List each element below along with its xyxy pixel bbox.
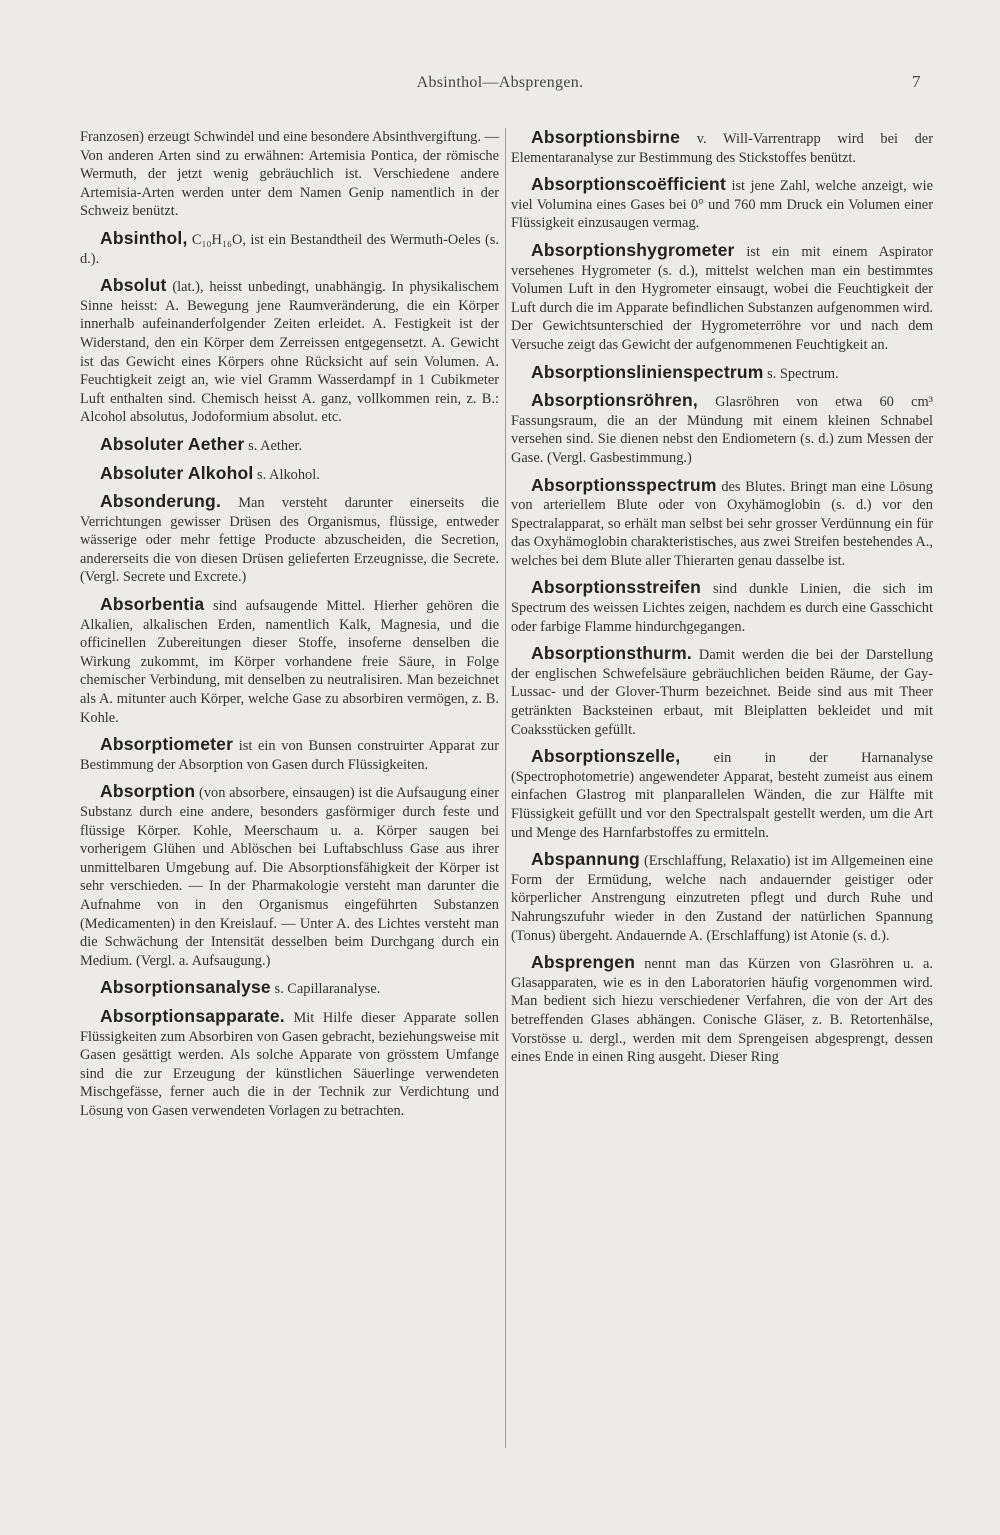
entry (80, 735, 499, 774)
entry (80, 229, 499, 268)
entry (511, 747, 933, 842)
entry (80, 128, 499, 221)
entry-body: Franzosen) erzeugt Schwindel und eine besondere Absinthvergiftung. — Von anderen Arten sind zu erwähnen: Artemisia Pontica, der römische Wermuth, der jetzt wenig gebräuchlich ist. Verschiedene andere Artemisia-Arten werden unter dem Namen Genip namentlich in der Schweiz benützt. (80, 129, 499, 220)
entry (511, 953, 933, 1067)
right-column (511, 128, 933, 1075)
entry-body: Mit Hilfe dieser Apparate sollen Flüssigkeiten zum Absorbiren von Gasen gebracht, beziehungsweise mit Gasen gesättigt werden. Als solche Apparate von grösstem Umfange sind die zur Erzeugung der künstlichen Säuerlinge verwendeten Mischgefässe, ferner auch die in der Technik zur Verdichtung und Lösung von Gasen verwendeten Vorlagen zu betrachten. (80, 1009, 499, 1119)
entry-headword: Absolut (100, 275, 167, 296)
entry-headword: Absprengen (531, 952, 636, 973)
entry-headword: Absorptionszelle, (531, 746, 681, 767)
entry-body: s. Alkohol. (253, 466, 320, 483)
entry (511, 363, 933, 384)
entry-headword: Absorbentia (100, 594, 205, 615)
entry (511, 391, 933, 467)
entry-headword: Absorptionsbirne (531, 127, 681, 147)
entry-headword: Absorptionscoëfficient (531, 174, 726, 195)
entry-body: ist jene Zahl, welche anzeigt, wie viel Volumina eines Gases bei 0° und 760 mm Druck ein Volumen einer Flüssigkeit einzusaugen vermag. (511, 178, 933, 232)
left-column (80, 128, 499, 1129)
entry (511, 175, 933, 233)
entry-body: sind aufsaugende Mittel. Hierher gehören die Alkalien, alkalischen Erden, namentlich Kalk, Magnesia, und die officinellen Zubereitungen dieser Stoffe, insoferne denselben die Wirkung zukommt, im Körper vorhandene freie Säure, in Folge chemischer Verbindung, mit denselben zu neutralisiren. Man bezeichnet als A. mitunter auch Körper, welche Gase zu absorbiren vermögen, z. B. Kohle. (80, 598, 499, 726)
entry-body: sind dunkle Linien, die sich im Spectrum des weissen Lichtes zeigen, nachdem es durch eine Gasschicht oder farbige Flamme hindurchgegangen. (511, 581, 933, 635)
entry (511, 241, 933, 355)
entry (511, 578, 933, 636)
entry (511, 128, 933, 167)
entry-headword: Absorptionsapparate. (100, 1005, 285, 1026)
entry (511, 850, 933, 945)
entry-body: ist ein von Bunsen construirter Apparat zur Bestimmung der Absorption von Gasen durch Flüssigkeiten. (80, 738, 499, 773)
entry-headword: Absorptionsröhren, (531, 390, 698, 411)
entry-body: s. Spectrum. (763, 365, 839, 382)
entry (511, 644, 933, 739)
running-head: Absinthol—Absprengen. (416, 74, 584, 91)
entry (80, 978, 499, 999)
entry-body: Man versteht darunter einerseits die Verrichtungen gewisser Drüsen des Organismus, flüssige, entweder wässerige oder mehr fettige Producte abzuscheiden, die Secretion, andererseits die von diesen Drüsen gelieferten Erzeugnisse, die Secrete. (Vergl. Secrete und Excrete.) (80, 495, 499, 586)
entry (80, 782, 499, 970)
entry-headword: Abspannung (531, 849, 640, 870)
page-number: 7 (912, 72, 921, 91)
entry-body: Glasröhren von etwa 60 cm³ Fassungsraum, die an der Mündung mit einem kleinen Schnabel versehen sind. Sie dienen nebst den Endiometern (s. d.) zum Messen der Gase. (Vergl. Gasbestimmung.) (511, 394, 933, 466)
entry-headword: Absorptionsanalyse (100, 977, 271, 998)
entry (80, 492, 499, 587)
entry (80, 435, 499, 456)
entry-body: des Blutes. Bringt man eine Lösung von arteriellem Blute oder von Oxyhämoglobin (s. d.) vor den Spectralapparat, so erhält man selbst bei sehr grosser Verdünnung ein für das Oxyhämoglobin charakteristisches, aus zwei Streifen bestehendes A., welches bei dem Blute aller Thierarten genau dasselbe ist. (511, 478, 934, 569)
entry-body: ein in der Harnanalyse (Spectrophotometrie) angewendeter Apparat, besteht zumeist aus einem einfachen Glastrog mit planparallelen Wänden, die zur Hälfte mit Flüssigkeit gefüllt und vor den Spectralspalt gestellt werden, um die Art und Menge des Harnfarbstoffes zu ermitteln. (511, 750, 933, 841)
entry-body: C₁₀H₁₆O, ist ein Bestandtheil des Wermuth-Oeles (s. d.). (80, 231, 499, 267)
entry (511, 476, 933, 571)
entry-headword: Absorptiometer (100, 734, 234, 755)
entry-headword: Absoluter Aether (100, 433, 245, 454)
entry-headword: Absorptionsspectrum (531, 474, 717, 495)
entry-body: v. Will-Varrentrapp wird bei der Elementaranalyse zur Bestimmung des Stickstoffes benützt. (511, 131, 933, 166)
entry-headword: Absinthol, (100, 227, 188, 248)
entry-body: (von absorbere, einsaugen) ist die Aufsaugung einer Substanz durch eine andere, besonders gasförmiger durch feste und flüssige Körper. Kohle, Meerschaum u. a. Körper saugen bei vorherigem Glühen und Ablöschen bei Luftabschluss Gase aus ihrer unmittelbaren Umgebung auf. Die Absorptionsfähigkeit der Körper ist sehr verschieden. — In der Pharmakologie versteht man darunter die Aufnahme von in den Organismus eingeführten Substanzen (Medicamenten) in den Kreislauf. — Unter A. des Lichtes versteht man die Schwächung der Intensität desselben beim Durchgang durch ein Medium. (Vergl. a. Aufsaugung.) (80, 785, 499, 969)
entry (80, 464, 499, 485)
entry-headword: Absorptionsthurm. (531, 643, 692, 664)
column-divider (505, 128, 506, 1448)
entry-body: Damit werden die bei der Darstellung der englischen Schwefelsäure gebräuchlichen beiden Räume, der Gay-Lussac- und der Glover-Thurm bezeichnet. Beide sind aus mit Theer getränkten Backsteinen erbaut, mit Bleiplatten bekleidet und mit Coaksstücken gefüllt. (511, 647, 933, 738)
entry-body: s. Capillaranalyse. (270, 981, 381, 998)
entry-body: (Erschlaffung, Relaxatio) ist im Allgemeinen eine Form der Ermüdung, welche nach andauernder geistiger oder körperlicher Anstrengung einzutreten pflegt und durch Ruhe und Nahrungszufuhr wieder in den Zustand der natürlichen Spannung (Tonus) übergeht. Andauernde A. (Erschlaffung) ist Atonie (s. d.). (511, 853, 933, 944)
entry (80, 1007, 499, 1121)
entry-body: nennt man das Kürzen von Glasröhren u. a. Glasapparaten, wie es in den Laboratorien häufig vorgenommen wird. Man bedient sich hiezu verschiedener Verfahren, die von der Art des betreffenden Glases abhängen. Conische Gläser, z. B. Retortenhälse, Vorstösse u. dergl., werden mit dem Sprengeisen abgesprengt, dessen eines Ende in einen Ring ausgeht. Dieser Ring (511, 956, 933, 1066)
entry-headword: Absorptionshygrometer (531, 239, 735, 260)
entry (80, 276, 499, 427)
entry (80, 595, 499, 727)
entry-headword: Absonderung. (100, 491, 222, 512)
entry-headword: Absorption (100, 781, 196, 802)
entry-body: (lat.), heisst unbedingt, unabhängig. In physikalischem Sinne heisst: A. Bewegung jene Raumveränderung, die ein Körper innerhalb aufeinanderfolgender Zeiten erleidet. A. Festigkeit ist der Widerstand, den ein Körper dem Zerreissen entgegensetzt. A. Gewicht ist das Gewicht eines Körpers ohne Rücksicht auf sein Volumen. A. Feuchtigkeit zeigt an, wie viel Gramm Wasserdampf in 1 Cubikmeter Luft enthalten sind. Chemisch heisst A. ganz, vollkommen rein, z. B.: Alcohol absolutus, Jodoformium absolut. etc. (80, 279, 499, 426)
entry-headword: Absoluter Alkohol (100, 462, 254, 483)
entry-headword: Absorptionslinienspectrum (531, 361, 764, 382)
entry-headword: Absorptionsstreifen (531, 577, 702, 598)
entry-body: ist ein mit einem Aspirator versehenes Hygrometer (s. d.), mittelst welchen man ein bestimmtes Volumen Luft in den Hygrometer einsaugt, wobei die Feuchtigkeit der Luft durch die im Apparate befindlichen Substanzen aufgenommen wird. Der Gewichtsunterschied der Hygrometerröhre vor und nach dem Versuche zeigt das Gewicht der aufgenommenen Feuchtigkeit an. (511, 243, 933, 353)
entry-body: s. Aether. (244, 437, 303, 454)
